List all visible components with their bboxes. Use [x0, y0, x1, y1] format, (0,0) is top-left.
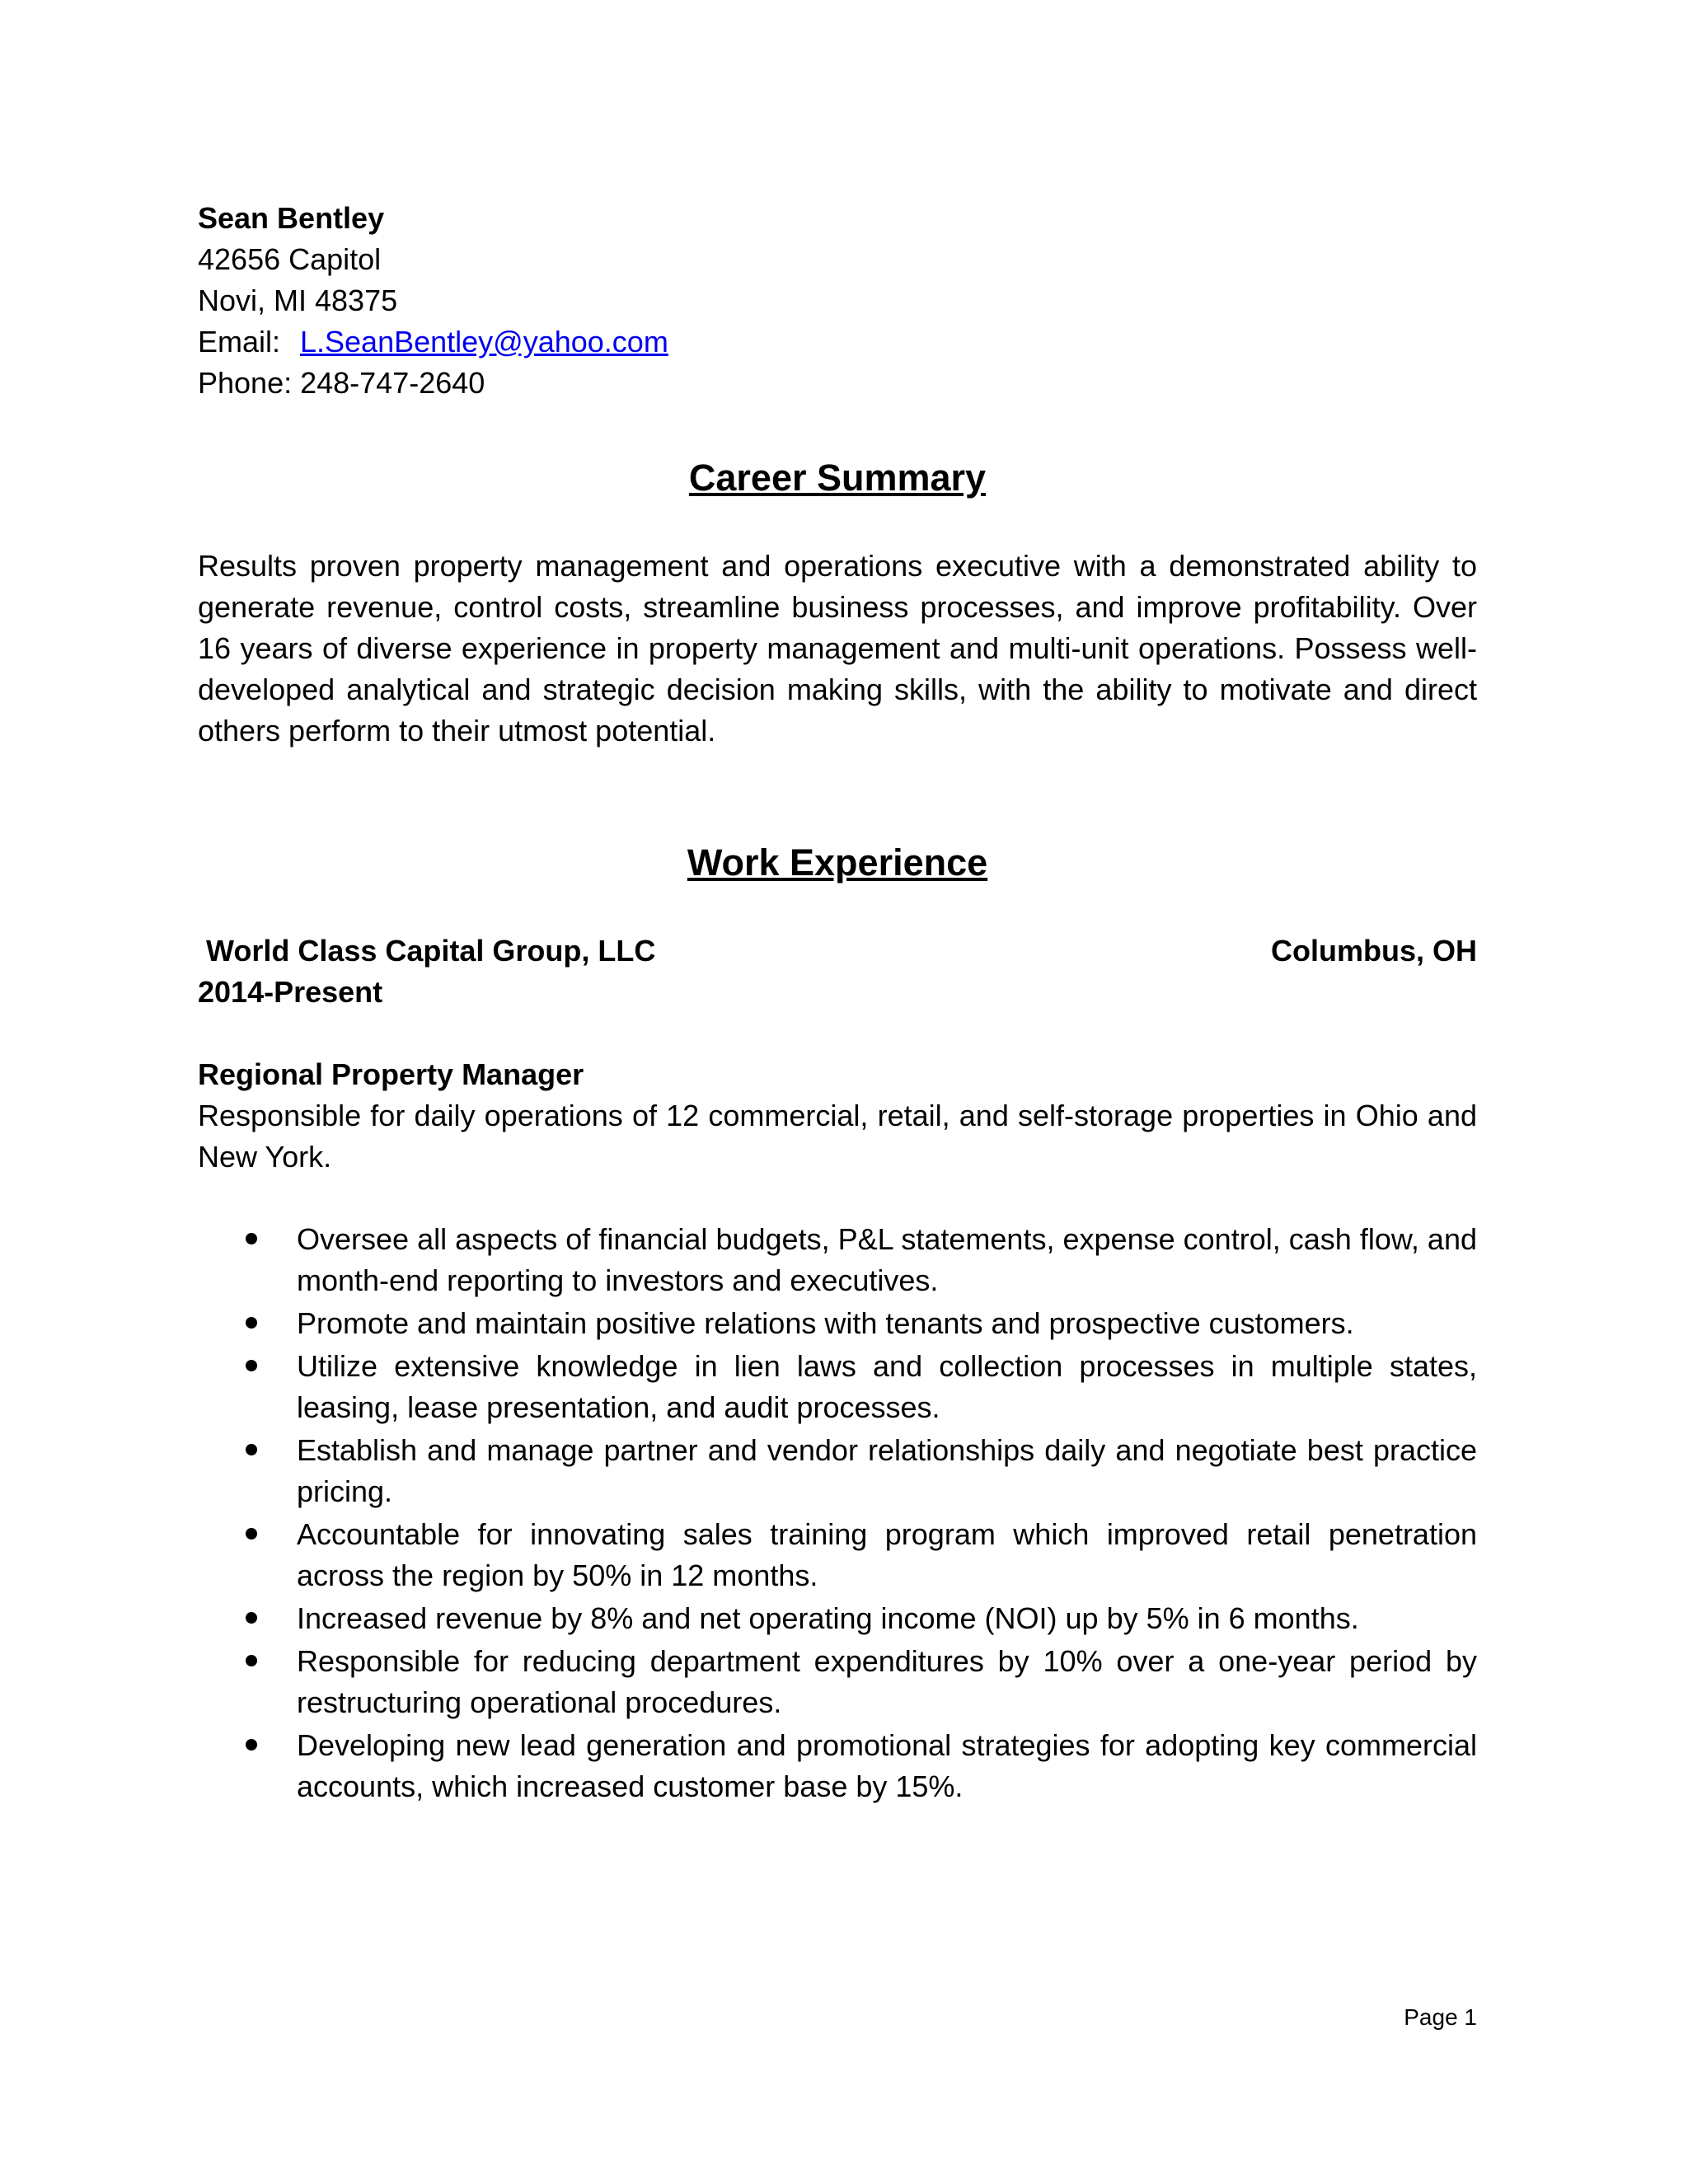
bullet-text: Accountable for innovating sales training program which improved retail penetration across the region by 50% in 12 months. [297, 1517, 1477, 1592]
bullet-dot-icon [246, 1528, 257, 1540]
resume-page [198, 198, 1477, 1809]
job-bullets [198, 1219, 1477, 1807]
job-title: Regional Property Manager [198, 1057, 584, 1091]
job-header [198, 930, 1477, 972]
bullet-text: Utilize extensive knowledge in lien laws and collection processes in multiple states, leasing, lease presentation, and audit processes. [297, 1349, 1477, 1424]
employer-name: World Class Capital Group, LLC [206, 934, 656, 968]
applicant-name: Sean Bentley [198, 201, 385, 235]
bullet-item [198, 1219, 1477, 1301]
bullet-dot-icon [246, 1739, 257, 1750]
bullet-dot-icon [246, 1233, 257, 1244]
bullet-text: Oversee all aspects of financial budgets, P&L statements, expense control, cash flow, and month-end reporting to investors and executives. [297, 1222, 1477, 1297]
street-address: 42656 Capitol [198, 242, 382, 276]
phone-number: Phone: 248-747-2640 [198, 366, 485, 400]
city-state-zip: Novi, MI 48375 [198, 284, 398, 317]
bullet-text: Responsible for reducing department expenditures by 10% over a one-year period by restructuring operational procedures. [297, 1644, 1477, 1719]
bullet-item [198, 1303, 1477, 1344]
bullet-item [198, 1598, 1477, 1639]
career-summary-text: Results proven property management and operations executive with a demonstrated ability to generate revenue, control costs, streamline business processes, and improve profitability. Over 16 years of diverse experience in property management and multi-unit operations. Possess well-developed analytical and strategic decision making skills, with the ability to motivate and direct others perform to their utmost potential. [198, 549, 1477, 748]
bullet-item [198, 1346, 1477, 1428]
bullet-item [198, 1514, 1477, 1596]
email-label: Email: [198, 325, 281, 359]
job-entry [198, 930, 1477, 1807]
bullet-item [198, 1725, 1477, 1807]
work-experience-heading: Work Experience [687, 841, 988, 883]
email-link[interactable]: L.SeanBentley@yahoo.com [300, 325, 668, 359]
job-description: Responsible for daily operations of 12 commercial, retail, and self-storage properties in Ohio and New York. [198, 1099, 1477, 1174]
bullet-text: Promote and maintain positive relations with tenants and prospective customers. [297, 1306, 1354, 1340]
bullet-dot-icon [246, 1612, 257, 1624]
bullet-item [198, 1430, 1477, 1512]
bullet-dot-icon [246, 1444, 257, 1455]
bullet-text: Developing new lead generation and promotional strategies for adopting key commercial accounts, which increased customer base by 15%. [297, 1728, 1477, 1803]
bullet-dot-icon [246, 1317, 257, 1329]
job-location: Columbus, OH [1271, 934, 1477, 968]
bullet-dot-icon [246, 1655, 257, 1666]
contact-block [198, 198, 1477, 404]
job-dates: 2014-Present [198, 975, 383, 1009]
bullet-item [198, 1641, 1477, 1723]
career-summary-heading: Career Summary [688, 457, 987, 499]
email-row [198, 321, 1477, 363]
page-number: Page 1 [1404, 2004, 1477, 2030]
bullet-dot-icon [246, 1360, 257, 1371]
bullet-text: Increased revenue by 8% and net operating income (NOI) up by 5% in 6 months. [297, 1601, 1359, 1635]
bullet-text: Establish and manage partner and vendor relationships daily and negotiate best practice pricing. [297, 1433, 1477, 1508]
